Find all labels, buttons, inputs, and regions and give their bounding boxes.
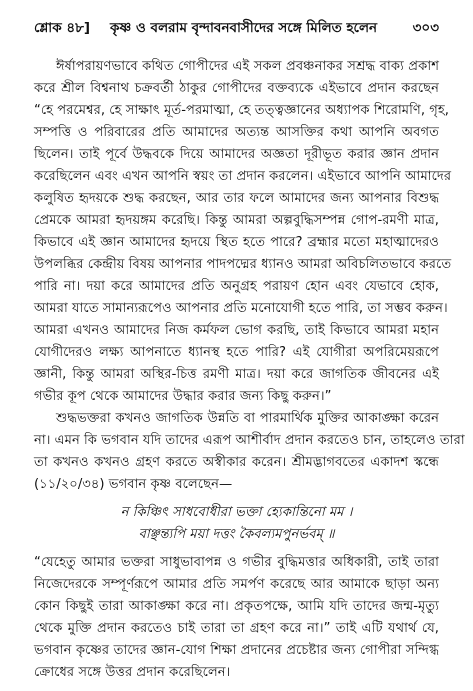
text-line: জ্ঞানী, কিন্তু আমরা অস্থির-চিত্ত রমণী মাত্র। দয়া করে জাগতিক জীবনের এই <box>34 367 439 382</box>
paragraph-2 <box>34 408 465 496</box>
page-number: ৩০৩ <box>412 20 439 36</box>
text-line: ছিলেন। তাই পূর্বে উদ্ধবকে দিয়ে আমাদের অজ্ঞতা দূরীভূত করার জ্ঞান প্রদান <box>34 147 439 162</box>
text-line: যোগীদেরও লক্ষ্য আপনাতে ধ্যানস্থ হতে পারি? এই যোগীরা অপরিমেয়রূপে <box>34 345 439 360</box>
text-line: সম্পত্তি ও পরিবারের প্রতি আমাদের অত্যন্ত আসক্তির কথা আপনি অবগত <box>34 125 439 140</box>
text-line: উপলব্ধির কেন্দ্রীয় বিষয় আপনার পাদপদ্মের ধ্যানও আমরা অবিচলিতভাবে করতে <box>34 257 452 272</box>
text-line: নিজেদেরকে সম্পূর্ণরূপে আমার প্রতি সমর্পণ করেছে আর আমাকে ছাড়া অন্য <box>34 577 439 592</box>
text-line: থেকে মুক্তি প্রদান করতেও চাই তারা তা গ্রহণ করে না।” তাই এটি যথার্থ যে, <box>34 621 439 636</box>
sanskrit-verse <box>34 502 439 546</box>
text-line: তা কখনও কখনও গ্রহণ করতে অস্বীকার করেন। শ্রীমদ্ভাগবতের একাদশ স্কন্ধে <box>34 455 439 470</box>
text-line: না। এমন কি ভগবান যদি তাদের এরূপ আশীর্বাদ প্রদান করতেও চান, তাহলেও তারা <box>34 433 465 448</box>
text-line: কলুষিত হৃদয়কে শুদ্ধ করছেন, আর তার ফলে আমাদের জন্য আপনার বিশুদ্ধ <box>34 191 439 206</box>
paragraph-1 <box>34 56 452 408</box>
text-line: ভগবান কৃষ্ণের তাদের জ্ঞান-যোগ শিক্ষা প্রদানের প্রচেষ্টার জন্য গোপীরা সন্দিগ্ধ <box>34 643 439 658</box>
text-line: করেছিলেন এবং এখন আপনি স্বয়ং তা প্রদান করলেন। এইভাবে আপনি আমাদের <box>34 169 452 184</box>
verse-line: বাঞ্ছন্ত্যপি ময়া দত্তং কৈবল্যমপুনর্ভবম্ ॥ <box>138 527 335 542</box>
text-line: আমরা এখনও আমাদের নিজ কর্মফল ভোগ করছি, তাই কিভাবে আমরা মহান <box>34 323 439 338</box>
text-line: কিভাবে এই জ্ঞান আমাদের হৃদয়ে স্থিত হতে পারে? ব্রহ্মার মতো মহাত্মাদেরও <box>34 235 439 250</box>
verse-label: শ্লোক ৪৮] <box>34 20 91 36</box>
text-line: (১১/২০/৩৪) ভগবান কৃষ্ণ বলেছেন— <box>34 477 233 492</box>
text-line: শুদ্ধভক্তরা কখনও জাগতিক উন্নতি বা পারমার্থিক মুক্তির আকাঙ্ক্ষা করেন <box>56 411 439 426</box>
text-line: আমরা যাতে সামান্যরূপেও আপনার প্রতি মনোযোগী হতে পারি, তা সম্ভব করুন। <box>34 301 448 316</box>
text-line: ঈর্ষাপরায়ণভাবে কথিত গোপীদের এই সকল প্রবঞ্চনাকর সশ্রদ্ধ বাক্য প্রকাশ <box>56 59 439 74</box>
header-left <box>34 18 377 38</box>
text-line: “হে পরমেশ্বর, হে সাক্ষাৎ মূর্ত-পরমাত্মা, হে তত্ত্বজ্ঞানের অধ্যাপক শিরোমণি, গৃহ, <box>34 103 449 118</box>
text-line: ক্রোধের সঙ্গে উত্তর প্রদান করেছিলেন। <box>34 665 231 680</box>
text-line: কোন কিছুই তারা আকাঙ্ক্ষা করে না। প্রকৃতপক্ষে, আমি যদি তাদের জন্ম-মৃত্যু <box>34 599 439 614</box>
verse-line: ন কিঞ্চিৎ সাধবোধীরা ভক্তা হ্যেকান্তিনো মম । <box>120 505 353 520</box>
text-line: করে শ্রীল বিশ্বনাথ চক্রবর্তী ঠাকুর গোপীদের বক্তব্যকে এইভাবে প্রদান করছেন <box>34 81 439 96</box>
paragraph-3 <box>34 552 439 684</box>
chapter-title: কৃষ্ণ ও বলরাম বৃন্দাবনবাসীদের সঙ্গে মিলিত হলেন <box>110 20 378 36</box>
text-line: গভীর কূপ থেকে আমাদের উদ্ধার করার জন্য কিছু করুন।” <box>34 389 332 404</box>
page-body <box>34 56 465 684</box>
text-line: পারি না। দয়া করে আমাদের প্রতি অনুগ্রহ পরায়ণ হোন এবং যেভাবে হোক, <box>34 279 439 294</box>
text-line: প্রেমকে আমরা হৃদয়ঙ্গম করেছি। কিন্তু আমরা অল্পবুদ্ধিসম্পন্ন গোপ-রমণী মাত্র, <box>34 213 439 228</box>
text-line: “যেহেতু আমার ভক্তরা সাধুভাবাপন্ন ও গভীর বুদ্ধিমত্তার অধিকারী, তাই তারা <box>34 555 439 570</box>
running-header <box>34 18 439 38</box>
